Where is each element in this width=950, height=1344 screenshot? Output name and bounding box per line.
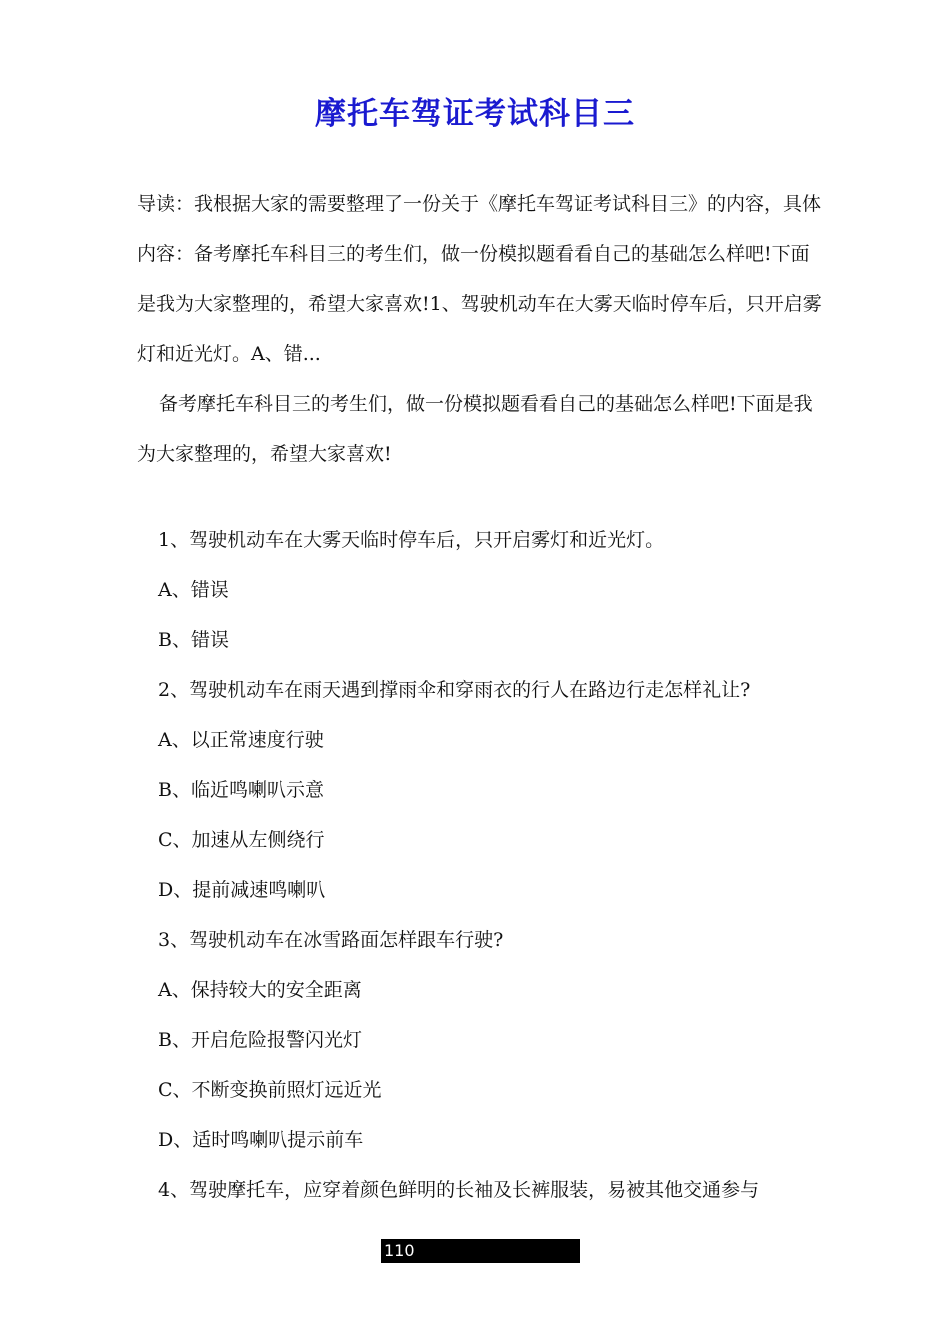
answer-option: A、错误 <box>158 579 229 601</box>
question-line: 4、驾驶摩托车，应穿着颜色鲜明的长袖及长裤服装，易被其他交通参与 <box>158 1179 760 1201</box>
answer-option: C、不断变换前照灯远近光 <box>158 1079 382 1101</box>
page-number: 110 <box>384 1241 415 1260</box>
intro-paragraph: 备考摩托车科目三的考生们，做一份模拟题看看自己的基础怎么样吧!下面是我为大家整理的，希望大家喜欢! <box>137 393 813 465</box>
answer-option: B、临近鸣喇叭示意 <box>158 779 324 801</box>
question-line: 1、驾驶机动车在大雾天临时停车后，只开启雾灯和近光灯。 <box>158 529 665 551</box>
question-list <box>158 515 818 1215</box>
answer-option: D、提前减速鸣喇叭 <box>158 879 326 901</box>
question-line: 2、驾驶机动车在雨天遇到撑雨伞和穿雨衣的行人在路边行走怎样礼让? <box>158 679 751 701</box>
answer-option: B、开启危险报警闪光灯 <box>158 1029 362 1051</box>
page-title: 摩托车驾证考试科目三 <box>315 96 635 132</box>
answer-option: A、保持较大的安全距离 <box>158 979 362 1001</box>
answer-option: A、以正常速度行驶 <box>158 729 324 751</box>
question-line: 3、驾驶机动车在冰雪路面怎样跟车行驶? <box>158 929 504 951</box>
summary-paragraph: 导读：我根据大家的需要整理了一份关于《摩托车驾证考试科目三》的内容，具体内容：备考摩托车科目三的考生们，做一份模拟题看看自己的基础怎么样吧!下面是我为大家整理的，希望大家喜欢!1、驾驶机动车在大雾天临时停车后，只开启雾灯和近光灯。A、错... <box>137 193 822 365</box>
answer-option: C、加速从左侧绕行 <box>158 829 325 851</box>
answer-option: B、错误 <box>158 629 229 651</box>
page-footer-bar <box>381 1239 580 1263</box>
answer-option: D、适时鸣喇叭提示前车 <box>158 1129 364 1151</box>
